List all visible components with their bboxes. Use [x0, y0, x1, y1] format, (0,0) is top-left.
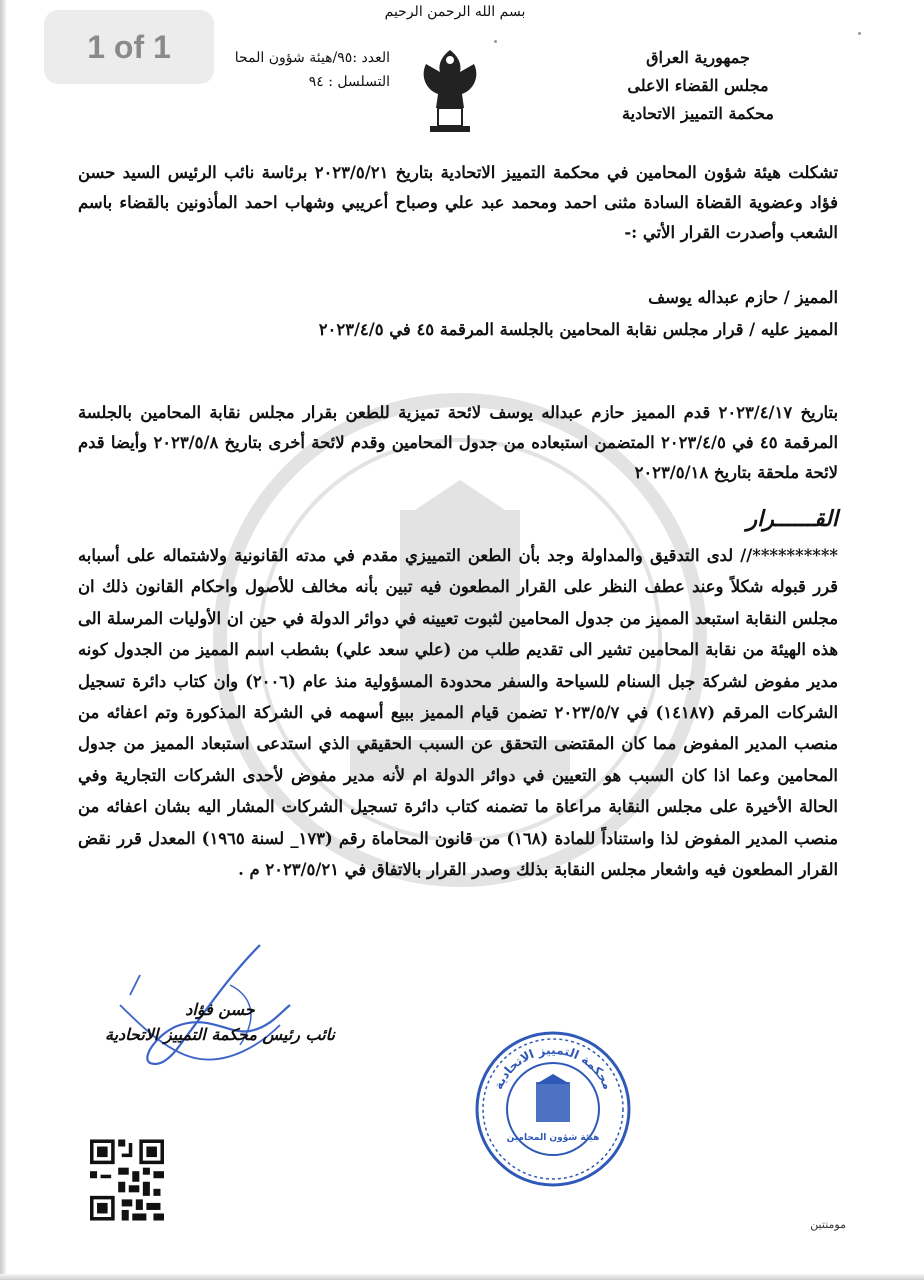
decision-paragraph: **********// لدى التدقيق والمداولة وجد بأن الطعن التمييزي مقدم في مدته القانونية ولاشتماله على أسبابه قرر قبوله شكلاً وعند عطف النظر على القرار المطعون فيه تبين بأنه مخالف للأصول واحكام القانون ذلك ان مجلس النقابة استبعد المميز من جدول المحامين لثبوت تعيينه في دوائر الدولة في حين ان الأوليات المرسلة الى هذه الهيئة من نقابة المحامين تشير الى تقديم طلب من (علي سعد علي) بشطب اسم المميز من الجدول كونه مدير مفوض لشركة جبل السنام للسياحة والسفر محدودة المسؤولية منذ عام (٢٠٠٦) وان كتاب دائرة تسجيل الشركات المرقم (١٤١٨٧) في ٢٠٢٣/٥/٧ تضمن قيام المميز ببيع أسهمه في الشركة المذكورة وتم اعفائه من منصب المدير المفوض مما كان المقتضى التحقق عن السبب الحقيقي الذي استدعى استبعاد المميز من جدول المحامين وعما اذا كان السبب هو التعيين في دوائر الدولة ام لأنه مدير مفوض لأحدى الشركات التجارية وفي الحالة الأخيرة على مجلس النقابة مراعاة ما تضمنه كتاب دائرة تسجيل الشركات المشار اليه بشان اعفائه من منصب المدير المفوض لذا واستناداً للمادة (١٦٨) من قانون المحاماة رقم (١٧٣_ لسنة ١٩٦٥) المعدل قرر نقض القرار المطعون فيه واشعار مجلس النقابة بذلك وصدر القرار بالاتفاق في ٢٠٢٣/٥/٢١ م . [78, 546, 839, 880]
page-counter[interactable]: 1 of 1 [44, 10, 214, 84]
svg-text:محكمة التمييز الاتحادية: محكمة التمييز الاتحادية [491, 1043, 615, 1092]
scan-speck [494, 40, 497, 43]
basmala: بسم الله الرحمن الرحيم [384, 4, 526, 20]
reference-number: العدد :٩٥/هيئة شؤون المحا [234, 50, 390, 66]
decision-heading: القــــــرار [746, 506, 838, 532]
respondent-line: المميز عليه / قرار مجلس نقابة المحامين بالجلسة المرقمة ٤٥ في ٢٠٢٣/٤/٥ [318, 320, 838, 339]
council-name: مجلس القضاء الاعلى [627, 76, 769, 95]
court-name: محكمة التمييز الاتحادية [622, 104, 774, 123]
iraq-eagle-emblem-icon [416, 46, 484, 134]
scan-edge [0, 0, 6, 1280]
signatory-name: حسن فؤاد [185, 1000, 255, 1019]
signature-block [100, 1000, 340, 1044]
country-name: جمهورية العراق [646, 48, 750, 67]
scan-edge-bottom [0, 1274, 924, 1280]
svg-text:هيئة شؤون المحامين: هيئة شؤون المحامين [506, 1133, 600, 1143]
scan-speck [858, 32, 861, 35]
reference-block [220, 46, 390, 94]
facts-paragraph: بتاريخ ٢٠٢٣/٤/١٧ قدم المميز حازم عبداله يوسف لائحة تميزية للطعن بقرار مجلس نقابة المحامين بالجلسة المرقمة ٤٥ في ٢٠٢٣/٤/٥ المتضمن استبعاده من جدول المحامين وقدم لائحة أخرى بتاريخ ٢٠٢٣/٥/٨ وأيضا قدم لائحة ملحقة بتاريخ ٢٠٢٣/٥/١٨ [78, 403, 839, 482]
footer-initials: مومنتين [810, 1218, 846, 1231]
signatory-title: نائب رئيس محكمة التمييز الاتحادية [104, 1025, 335, 1044]
official-seal-stamp [474, 1030, 632, 1188]
appellant-line: المميز / حازم عبداله يوسف [648, 288, 838, 307]
intro-paragraph: تشكلت هيئة شؤون المحامين في محكمة التمييز الاتحادية بتاريخ ٢٠٢٣/٥/٢١ برئاسة نائب الرئيس السيد حسن فؤاد وعضوية القضاة السادة مثنى احمد ومحمد عبد علي وصباح أعريبي وشهاب احمد المأذونين بالقضاء باسم الشعب وأصدرت القرار الأتي :- [78, 163, 839, 242]
qr-code [90, 1138, 164, 1222]
issuer-header [622, 44, 774, 128]
serial-number: التسلسل : ٩٤ [308, 74, 390, 90]
